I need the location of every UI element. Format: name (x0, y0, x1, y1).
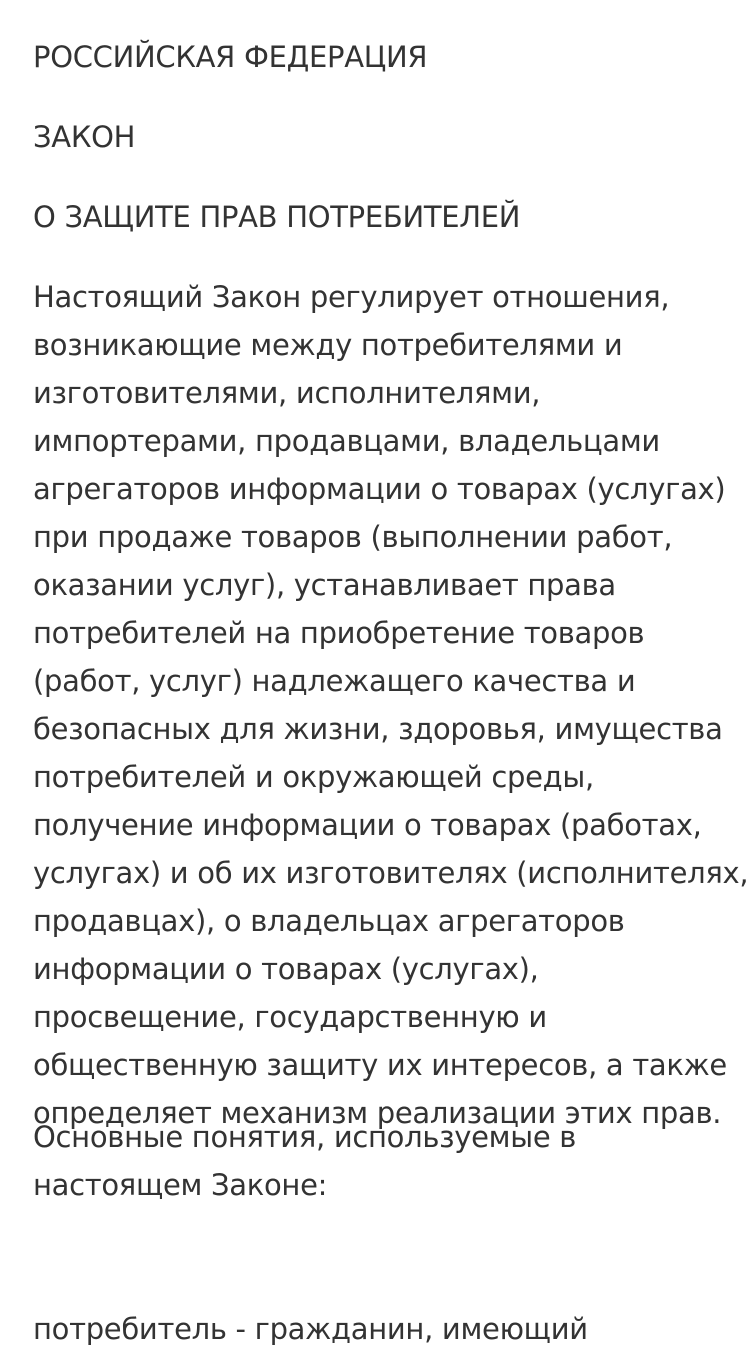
paragraph-line: изготовителями, исполнителями, (33, 376, 541, 410)
paragraph-line: потребителей на приобретение товаров (33, 616, 645, 650)
paragraph-line: определяет механизм реализации этих прав. (33, 1096, 722, 1130)
paragraph-line: импортерами, продавцами, владельцами (33, 424, 660, 458)
paragraph-line: продавцах), о владельцах агрегаторов (33, 904, 625, 938)
paragraph-line: услугах) и об их изготовителях (исполнителях, (33, 856, 749, 890)
paragraph-line: получение информации о товарах (работах, (33, 808, 702, 842)
definitions-intro-paragraph (33, 1113, 733, 1209)
paragraph-line: просвещение, государственную и (33, 1000, 547, 1034)
paragraph-line: агрегаторов информации о товарах (услугах) (33, 472, 726, 506)
paragraph-line: настоящем Законе: (33, 1168, 328, 1202)
paragraph-line: безопасных для жизни, здоровья, имущества (33, 712, 723, 746)
paragraph-line: общественную защиту их интересов, а также (33, 1048, 727, 1082)
paragraph-line: Настоящий Закон регулирует отношения, (33, 280, 670, 314)
law-title-heading: О ЗАЩИТЕ ПРАВ ПОТРЕБИТЕЛЕЙ (33, 200, 521, 234)
paragraph-line: возникающие между потребителями и (33, 328, 623, 362)
paragraph-line: при продаже товаров (выполнении работ, (33, 520, 673, 554)
paragraph-line: потребителей и окружающей среды, (33, 760, 594, 794)
paragraph-line: потребитель - гражданин, имеющий (33, 1312, 588, 1346)
consumer-definition-paragraph (33, 1305, 733, 1353)
paragraph-line: Основные понятия, используемые в (33, 1120, 577, 1154)
document-type-heading: ЗАКОН (33, 120, 136, 154)
preamble-paragraph (33, 273, 749, 1137)
paragraph-line: оказании услуг), устанавливает права (33, 568, 616, 602)
country-heading: РОССИЙСКАЯ ФЕДЕРАЦИЯ (33, 40, 428, 74)
paragraph-line: информации о товарах (услугах), (33, 952, 539, 986)
paragraph-line: (работ, услуг) надлежащего качества и (33, 664, 636, 698)
